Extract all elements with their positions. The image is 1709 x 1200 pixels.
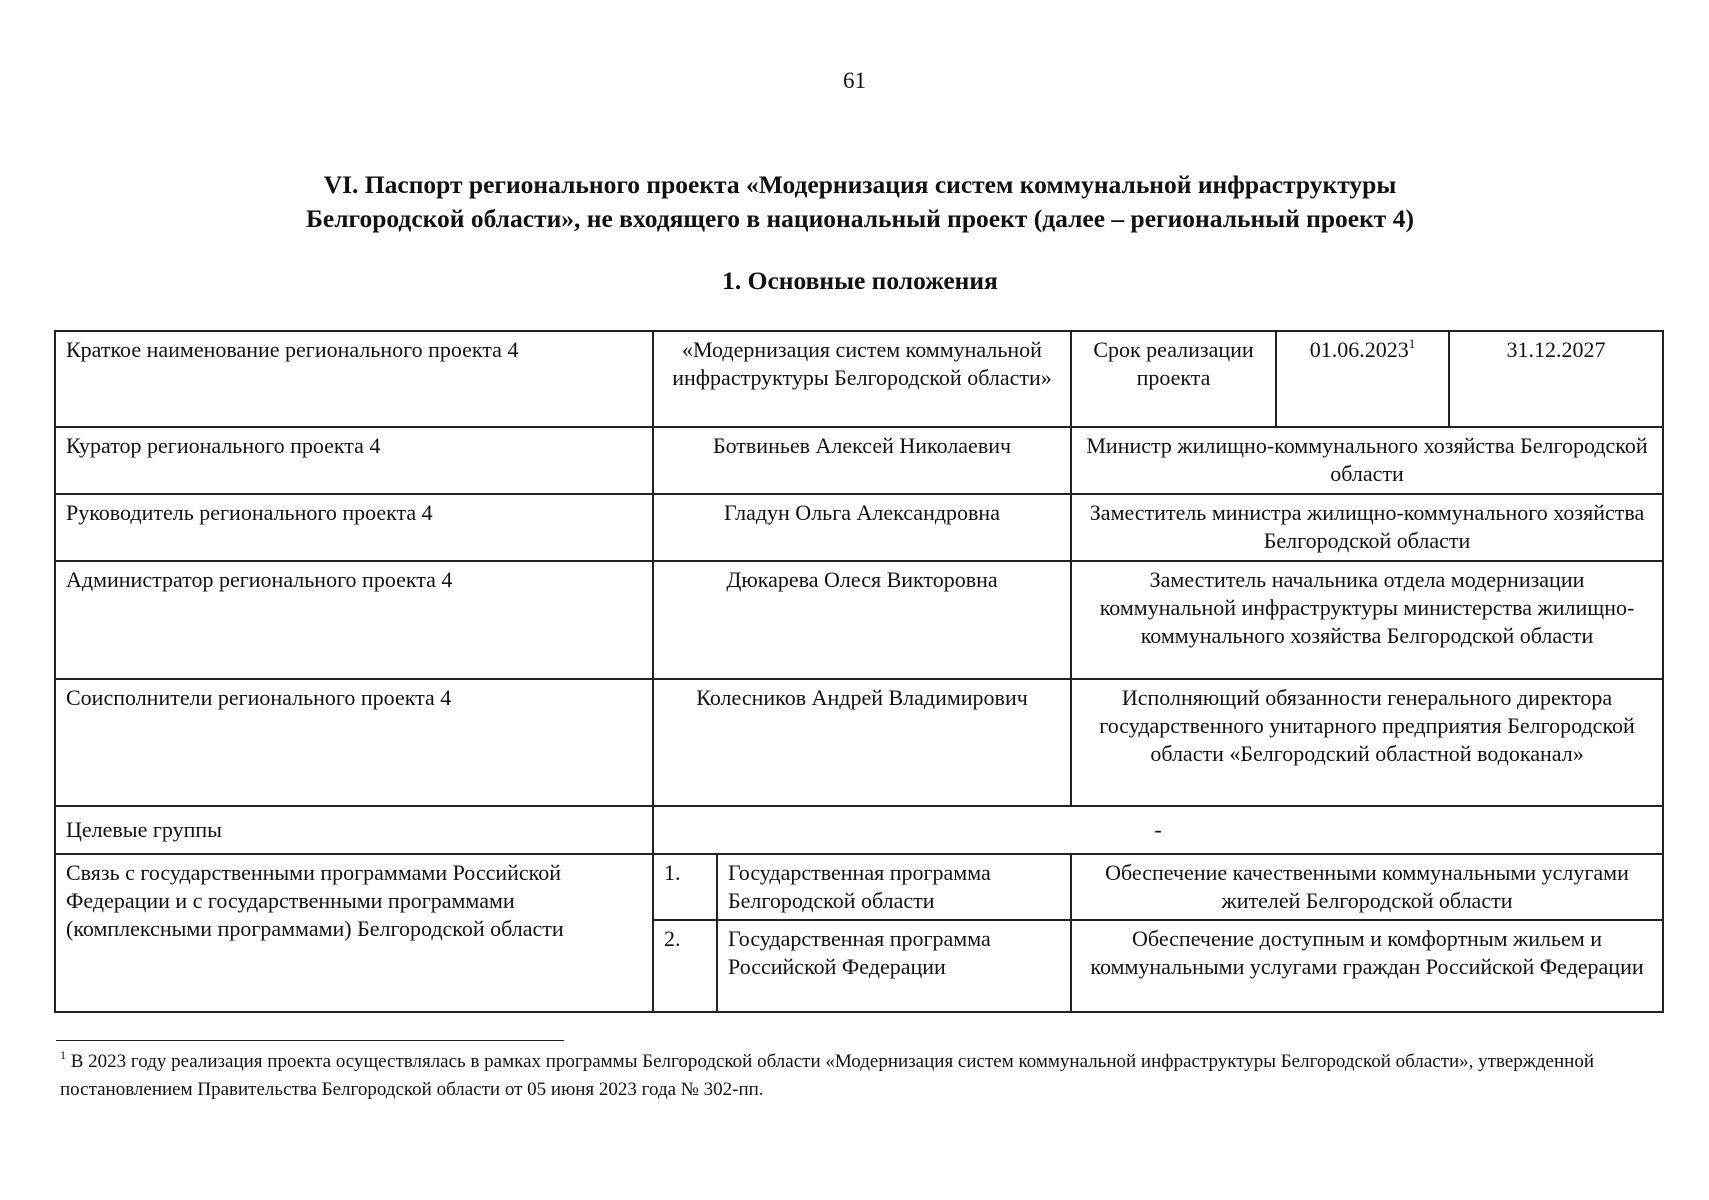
term-label: Срок реализации проекта bbox=[1071, 331, 1276, 427]
head-position: Заместитель министра жилищно-коммунального хозяйства Белгородской области bbox=[1071, 494, 1663, 561]
co-executors-position: Исполняющий обязанности генерального директора государственного унитарного предприятия Белгородской области «Белгородский областной водоканал» bbox=[1071, 679, 1663, 806]
table-row-short-name bbox=[55, 331, 1663, 427]
footnote-marker: 1 bbox=[60, 1047, 66, 1062]
table-row-administrator bbox=[55, 561, 1663, 679]
program-2-number: 2. bbox=[653, 920, 717, 1012]
target-groups-label: Целевые группы bbox=[55, 806, 653, 854]
document-title bbox=[0, 168, 1709, 236]
title-line-2: Белгородской области», не входящего в национальный проект (далее – региональный проект 4) bbox=[306, 204, 1414, 233]
curator-label: Куратор регионального проекта 4 bbox=[55, 427, 653, 494]
table-row-program-1 bbox=[55, 854, 1663, 920]
footnote bbox=[60, 1048, 1660, 1104]
footnote-divider bbox=[56, 1040, 564, 1041]
curator-name: Ботвиньев Алексей Николаевич bbox=[653, 427, 1071, 494]
short-name-label: Краткое наименование регионального проекта 4 bbox=[55, 331, 653, 427]
administrator-position: Заместитель начальника отдела модернизации коммунальной инфраструктуры министерства жилищно-коммунального хозяйства Белгородской области bbox=[1071, 561, 1663, 679]
program-1-goal: Обеспечение качественными коммунальными услугами жителей Белгородской области bbox=[1071, 854, 1663, 920]
short-name-value: «Модернизация систем коммунальной инфраструктуры Белгородской области» bbox=[653, 331, 1071, 427]
program-1-name: Государственная программа Белгородской области bbox=[717, 854, 1071, 920]
footnote-text: В 2023 году реализация проекта осуществлялась в рамках программы Белгородской области «Модернизация систем коммунальной инфраструктуры Белгородской области», утвержденной постановлением Правительства Белгородской области от 05 июня 2023 года № 302-пп. bbox=[60, 1051, 1594, 1100]
co-executors-name: Колесников Андрей Владимирович bbox=[653, 679, 1071, 806]
co-executors-label: Соисполнители регионального проекта 4 bbox=[55, 679, 653, 806]
head-name: Гладун Ольга Александровна bbox=[653, 494, 1071, 561]
table-row-curator bbox=[55, 427, 1663, 494]
title-line-1: VI. Паспорт регионального проекта «Модернизация систем коммунальной инфраструктуры bbox=[323, 170, 1397, 199]
head-label: Руководитель регионального проекта 4 bbox=[55, 494, 653, 561]
table-row-target-groups bbox=[55, 806, 1663, 854]
footnote-ref: 1 bbox=[1408, 335, 1416, 351]
curator-position: Министр жилищно-коммунального хозяйства Белгородской области bbox=[1071, 427, 1663, 494]
start-date-cell bbox=[1276, 331, 1449, 427]
table-row-co-executors bbox=[55, 679, 1663, 806]
project-passport-table bbox=[54, 330, 1664, 1013]
table-row-head bbox=[55, 494, 1663, 561]
administrator-name: Дюкарева Олеся Викторовна bbox=[653, 561, 1071, 679]
program-1-number: 1. bbox=[653, 854, 717, 920]
program-2-name: Государственная программа Российской Федерации bbox=[717, 920, 1071, 1012]
administrator-label: Администратор регионального проекта 4 bbox=[55, 561, 653, 679]
page-number: 61 bbox=[843, 68, 866, 93]
start-date: 01.06.2023 bbox=[1309, 337, 1409, 362]
program-2-goal: Обеспечение доступным и комфортным жильем и коммунальными услугами граждан Российской Федерации bbox=[1071, 920, 1663, 1012]
section-heading: 1. Основные положения bbox=[722, 266, 998, 295]
end-date: 31.12.2027 bbox=[1449, 331, 1663, 427]
target-groups-value: - bbox=[653, 806, 1663, 854]
programs-label: Связь с государственными программами Российской Федерации и с государственными программами (комплексными программами) Белгородской области bbox=[55, 854, 653, 1012]
